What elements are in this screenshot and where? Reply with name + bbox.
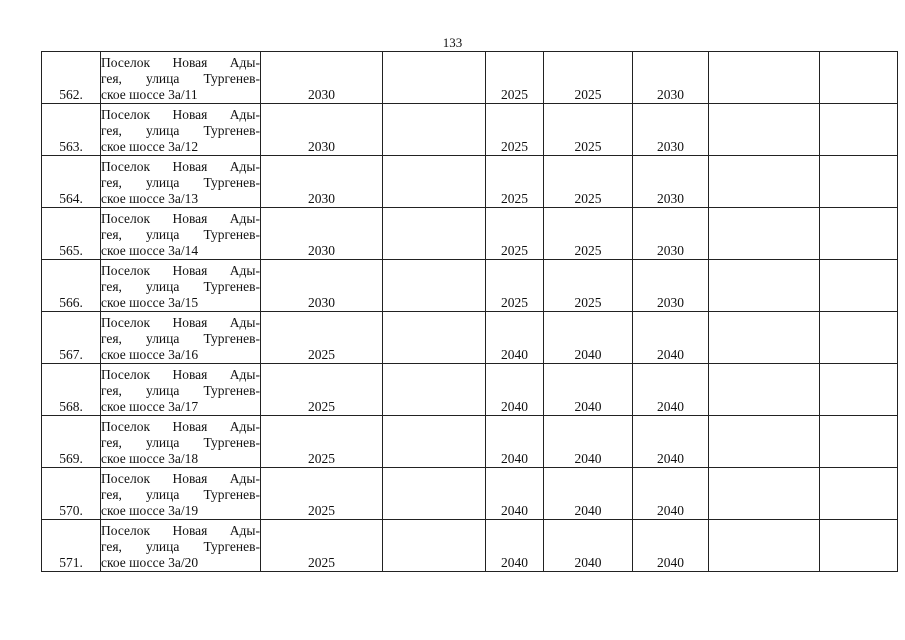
year-b-cell: 2025 [486, 208, 544, 260]
year-c-cell: 2040 [544, 468, 633, 520]
year-d-cell: 2040 [633, 468, 709, 520]
year-a-cell: 2025 [261, 468, 383, 520]
year-c-cell: 2025 [544, 156, 633, 208]
year-c-cell: 2025 [544, 104, 633, 156]
empty-cell [383, 156, 486, 208]
year-b-cell: 2025 [486, 156, 544, 208]
empty-cell [709, 312, 820, 364]
table-row [42, 52, 898, 104]
year-a-cell: 2025 [261, 312, 383, 364]
empty-cell [383, 468, 486, 520]
address-line-2: гея, улица Тургенев- [101, 383, 260, 398]
address-cell [101, 364, 261, 416]
empty-cell [383, 260, 486, 312]
table-row [42, 468, 898, 520]
address-cell [101, 468, 261, 520]
address-cell [101, 416, 261, 468]
empty-cell [820, 260, 898, 312]
year-c-cell: 2040 [544, 520, 633, 572]
address-line-2: гея, улица Тургенев- [101, 123, 260, 138]
table-row [42, 520, 898, 572]
empty-cell [709, 104, 820, 156]
empty-cell [709, 156, 820, 208]
row-number: 568. [42, 364, 101, 416]
year-a-cell: 2030 [261, 260, 383, 312]
row-number: 569. [42, 416, 101, 468]
address-line-3: ское шоссе 3а/11 [101, 87, 198, 102]
empty-cell [820, 364, 898, 416]
row-number: 570. [42, 468, 101, 520]
empty-cell [383, 312, 486, 364]
address-cell [101, 520, 261, 572]
year-d-cell: 2040 [633, 520, 709, 572]
empty-cell [820, 312, 898, 364]
year-b-cell: 2025 [486, 52, 544, 104]
year-d-cell: 2040 [633, 364, 709, 416]
year-b-cell: 2040 [486, 416, 544, 468]
table-body [42, 52, 898, 572]
year-c-cell: 2025 [544, 208, 633, 260]
year-b-cell: 2040 [486, 468, 544, 520]
year-d-cell: 2030 [633, 104, 709, 156]
year-c-cell: 2025 [544, 260, 633, 312]
year-d-cell: 2030 [633, 260, 709, 312]
empty-cell [820, 208, 898, 260]
year-c-cell: 2040 [544, 312, 633, 364]
empty-cell [709, 416, 820, 468]
empty-cell [820, 156, 898, 208]
address-line-3: ское шоссе 3а/12 [101, 139, 199, 154]
table-row [42, 312, 898, 364]
data-table [41, 51, 898, 572]
row-number: 567. [42, 312, 101, 364]
address-line-2: гея, улица Тургенев- [101, 279, 260, 294]
row-number: 562. [42, 52, 101, 104]
empty-cell [709, 208, 820, 260]
empty-cell [383, 364, 486, 416]
year-c-cell: 2040 [544, 416, 633, 468]
year-a-cell: 2030 [261, 156, 383, 208]
address-line-1: Поселок Новая Ады- [101, 523, 260, 538]
address-line-1: Поселок Новая Ады- [101, 107, 260, 122]
year-b-cell: 2040 [486, 312, 544, 364]
address-line-1: Поселок Новая Ады- [101, 419, 260, 434]
year-a-cell: 2025 [261, 520, 383, 572]
address-line-1: Поселок Новая Ады- [101, 211, 260, 226]
table-row [42, 416, 898, 468]
year-a-cell: 2030 [261, 208, 383, 260]
year-d-cell: 2040 [633, 312, 709, 364]
address-line-3: ское шоссе 3а/18 [101, 451, 199, 466]
year-b-cell: 2040 [486, 364, 544, 416]
table-row [42, 156, 898, 208]
page-number: 133 [442, 35, 463, 50]
empty-cell [820, 52, 898, 104]
address-line-3: ское шоссе 3а/16 [101, 347, 199, 362]
row-number: 565. [42, 208, 101, 260]
year-a-cell: 2025 [261, 416, 383, 468]
row-number: 564. [42, 156, 101, 208]
address-line-1: Поселок Новая Ады- [101, 159, 260, 174]
address-line-1: Поселок Новая Ады- [101, 471, 260, 486]
address-cell [101, 208, 261, 260]
address-line-2: гея, улица Тургенев- [101, 539, 260, 554]
address-line-2: гея, улица Тургенев- [101, 331, 260, 346]
table-row [42, 364, 898, 416]
year-a-cell: 2030 [261, 104, 383, 156]
address-line-3: ское шоссе 3а/15 [101, 295, 199, 310]
address-cell [101, 260, 261, 312]
address-line-2: гея, улица Тургенев- [101, 435, 260, 450]
year-d-cell: 2030 [633, 156, 709, 208]
empty-cell [383, 52, 486, 104]
address-line-1: Поселок Новая Ады- [101, 315, 260, 330]
empty-cell [383, 104, 486, 156]
empty-cell [383, 208, 486, 260]
empty-cell [709, 260, 820, 312]
address-line-1: Поселок Новая Ады- [101, 263, 260, 278]
address-line-3: ское шоссе 3а/14 [101, 243, 199, 258]
year-a-cell: 2030 [261, 52, 383, 104]
address-line-2: гея, улица Тургенев- [101, 175, 260, 190]
row-number: 571. [42, 520, 101, 572]
address-line-2: гея, улица Тургенев- [101, 227, 260, 242]
year-b-cell: 2025 [486, 260, 544, 312]
address-line-3: ское шоссе 3а/17 [101, 399, 199, 414]
year-a-cell: 2025 [261, 364, 383, 416]
table-row [42, 260, 898, 312]
row-number: 563. [42, 104, 101, 156]
address-line-3: ское шоссе 3а/19 [101, 503, 199, 518]
address-line-2: гея, улица Тургенев- [101, 487, 260, 502]
address-cell [101, 104, 261, 156]
empty-cell [383, 520, 486, 572]
empty-cell [820, 416, 898, 468]
address-line-1: Поселок Новая Ады- [101, 367, 260, 382]
empty-cell [820, 104, 898, 156]
year-d-cell: 2030 [633, 208, 709, 260]
empty-cell [709, 520, 820, 572]
year-c-cell: 2040 [544, 364, 633, 416]
year-c-cell: 2025 [544, 52, 633, 104]
address-cell [101, 52, 261, 104]
address-line-3: ское шоссе 3а/13 [101, 191, 199, 206]
table-row [42, 208, 898, 260]
empty-cell [820, 520, 898, 572]
empty-cell [709, 468, 820, 520]
empty-cell [709, 52, 820, 104]
table-row [42, 104, 898, 156]
address-cell [101, 312, 261, 364]
year-b-cell: 2025 [486, 104, 544, 156]
empty-cell [820, 468, 898, 520]
address-line-3: ское шоссе 3а/20 [101, 555, 199, 570]
address-line-1: Поселок Новая Ады- [101, 55, 260, 70]
address-cell [101, 156, 261, 208]
address-line-2: гея, улица Тургенев- [101, 71, 260, 86]
year-d-cell: 2040 [633, 416, 709, 468]
row-number: 566. [42, 260, 101, 312]
year-b-cell: 2040 [486, 520, 544, 572]
year-d-cell: 2030 [633, 52, 709, 104]
empty-cell [383, 416, 486, 468]
empty-cell [709, 364, 820, 416]
